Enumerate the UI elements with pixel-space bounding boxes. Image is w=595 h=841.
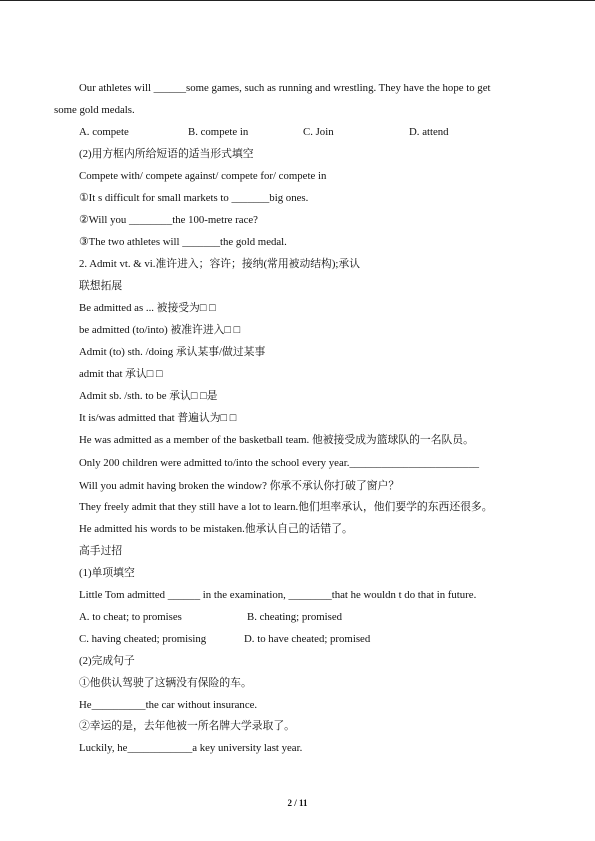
question-2-stem: Little Tom admitted ______ in the examination, ________that he wouldn t do that in future. bbox=[79, 589, 477, 601]
fill-item-3: ③The two athletes will _______the gold medal. bbox=[79, 236, 287, 248]
example-2: Only 200 children were admitted to/into the school every year.________________________ bbox=[79, 457, 480, 469]
options-row-1 bbox=[79, 125, 545, 139]
extend-label: 联想拓展 bbox=[79, 280, 123, 292]
option-b: B. compete in bbox=[188, 126, 249, 138]
phrase-box: Compete with/ compete against/ compete for/ compete in bbox=[79, 170, 327, 182]
q2-option-b: B. cheating; promised bbox=[247, 611, 343, 623]
example-3: Will you admit having broken the window? 你承不承认你打破了窗户？ bbox=[79, 480, 400, 492]
admit-heading: 2. Admit vt. & vi.准许进入；容许；接纳(常用被动结构);承认 bbox=[79, 258, 361, 270]
phrase-5: Admit sb. /sth. to be 承认□ □是 bbox=[79, 390, 218, 402]
question-stem-line-2: some gold medals. bbox=[54, 104, 135, 116]
option-d: D. attend bbox=[409, 126, 449, 138]
fill-item-2: ②Will you ________the 100-metre race? bbox=[79, 214, 258, 226]
complete-2-chinese: ②幸运的是，去年他被一所名牌大学录取了。 bbox=[79, 720, 295, 732]
complete-2-english: Luckily, he____________a key university last year. bbox=[79, 742, 303, 754]
phrase-6: It is/was admitted that 普遍认为□ □ bbox=[79, 412, 237, 424]
option-a: A. compete bbox=[79, 126, 129, 138]
single-choice-heading: (1)单项填空 bbox=[79, 567, 135, 579]
q2-option-a: A. to cheat; to promises bbox=[79, 611, 182, 623]
example-5: He admitted his words to be mistaken.他承认自己的话错了。 bbox=[79, 523, 353, 535]
section-fill-heading: (2)用方框内所给短语的适当形式填空 bbox=[79, 148, 254, 160]
options-row-3 bbox=[79, 632, 545, 646]
phrase-2: be admitted (to/into) 被准许进入□ □ bbox=[79, 324, 241, 336]
complete-1-english: He__________the car without insurance. bbox=[79, 699, 258, 711]
q2-option-d: D. to have cheated; promised bbox=[244, 633, 371, 645]
q2-option-c: C. having cheated; promising bbox=[79, 633, 207, 645]
example-4: They freely admit that they still have a lot to learn.他们坦率承认，他们要学的东西还很多。 bbox=[79, 501, 493, 513]
phrase-3: Admit (to) sth. /doing 承认某事/做过某事 bbox=[79, 346, 266, 358]
example-1: He was admitted as a member of the basketball team. 他被接受成为篮球队的一名队员。 bbox=[79, 434, 474, 446]
complete-1-chinese: ①他供认驾驶了这辆没有保险的车。 bbox=[79, 677, 252, 689]
phrase-1: Be admitted as ... 被接受为□ □ bbox=[79, 302, 216, 314]
complete-heading: (2)完成句子 bbox=[79, 655, 135, 667]
top-rule bbox=[0, 0, 595, 1]
phrase-4: admit that 承认□ □ bbox=[79, 368, 163, 380]
options-row-2 bbox=[79, 610, 545, 624]
master-heading: 高手过招 bbox=[79, 545, 123, 557]
page-number: 2 / 11 bbox=[287, 798, 308, 808]
option-c: C. Join bbox=[303, 126, 334, 138]
question-stem-line-1: Our athletes will ______some games, such as running and wrestling. They have the hope to get bbox=[79, 82, 491, 94]
fill-item-1: ①It s difficult for small markets to _______big ones. bbox=[79, 192, 309, 204]
